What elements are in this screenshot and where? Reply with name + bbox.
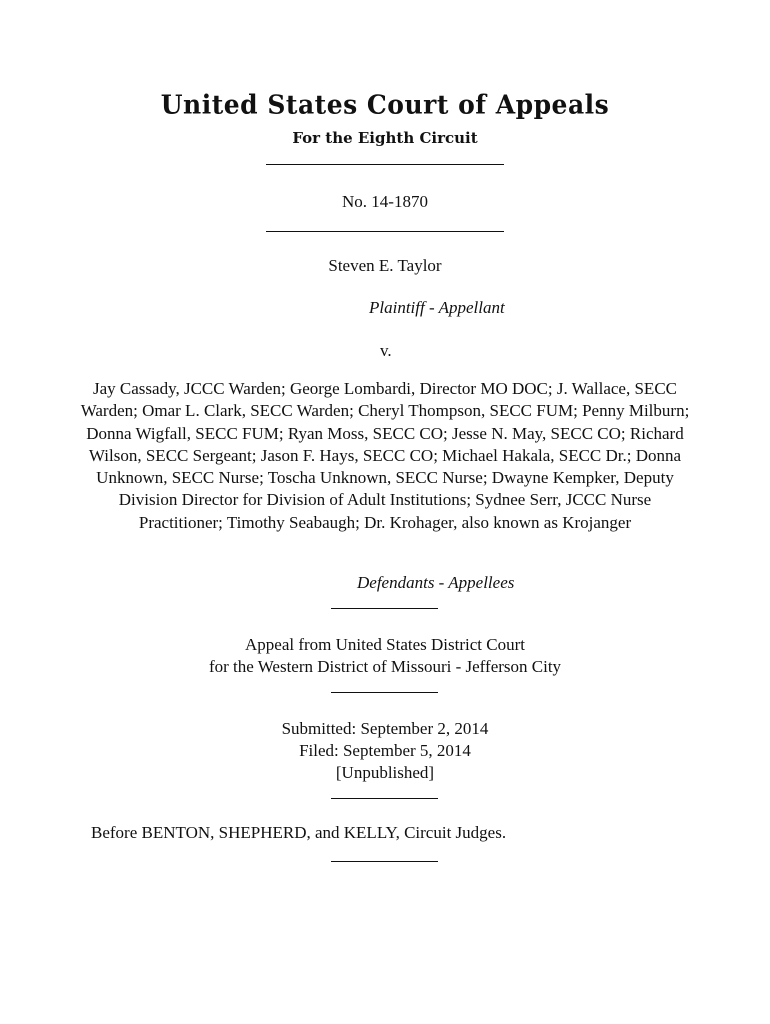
divider-rule	[266, 164, 504, 165]
defendants-role: Defendants - Appellees	[357, 573, 515, 592]
divider-rule	[331, 861, 438, 862]
circuit-subtitle: For the Eighth Circuit	[292, 129, 478, 147]
case-number: No. 14-1870	[342, 192, 428, 211]
judges-panel: Before BENTON, SHEPHERD, and KELLY, Circuit Judges.	[91, 823, 507, 842]
divider-rule	[331, 608, 438, 609]
divider-rule	[266, 231, 504, 232]
defendants-list: Jay Cassady, JCCC Warden; George Lombardi, Director MO DOC; J. Wallace, SECC Warden; Omar L. Clark, SECC Warden; Cheryl Thompson, SECC FUM; Penny Milburn; Donna Wigfall, SECC FUM; Ryan Moss, SECC CO; Jesse N. May, SECC CO; Richard Wilson, SECC Sergeant; Jason F. Hays, SECC CO; Michael Hakala, SECC Dr.; Donna Unknown, SECC Nurse; Toscha Unknown, SECC Nurse; Dwayne Kempker, Deputy Division Director for Division of Adult Institutions; Sydnee Serr, JCCC Nurse Practitioner; Timothy Seabaugh; Dr. Krohager, also known as Krojanger	[80, 379, 690, 532]
filed-date: Filed: September 5, 2014	[299, 741, 471, 760]
court-title: United States Court of Appeals	[160, 89, 610, 120]
publication-status: [Unpublished]	[335, 763, 435, 782]
divider-rule	[331, 692, 438, 693]
appeal-origin	[0, 634, 770, 678]
plaintiff-role: Plaintiff - Appellant	[369, 298, 505, 317]
submitted-date: Submitted: September 2, 2014	[281, 719, 489, 738]
filing-dates	[0, 718, 770, 784]
versus-label: v.	[380, 341, 392, 360]
appeal-line-district: for the Western District of Missouri - Jefferson City	[208, 657, 562, 676]
appeal-line-court: Appeal from United States District Court	[245, 635, 525, 654]
divider-rule	[331, 798, 438, 799]
plaintiff-name: Steven E. Taylor	[328, 256, 442, 275]
